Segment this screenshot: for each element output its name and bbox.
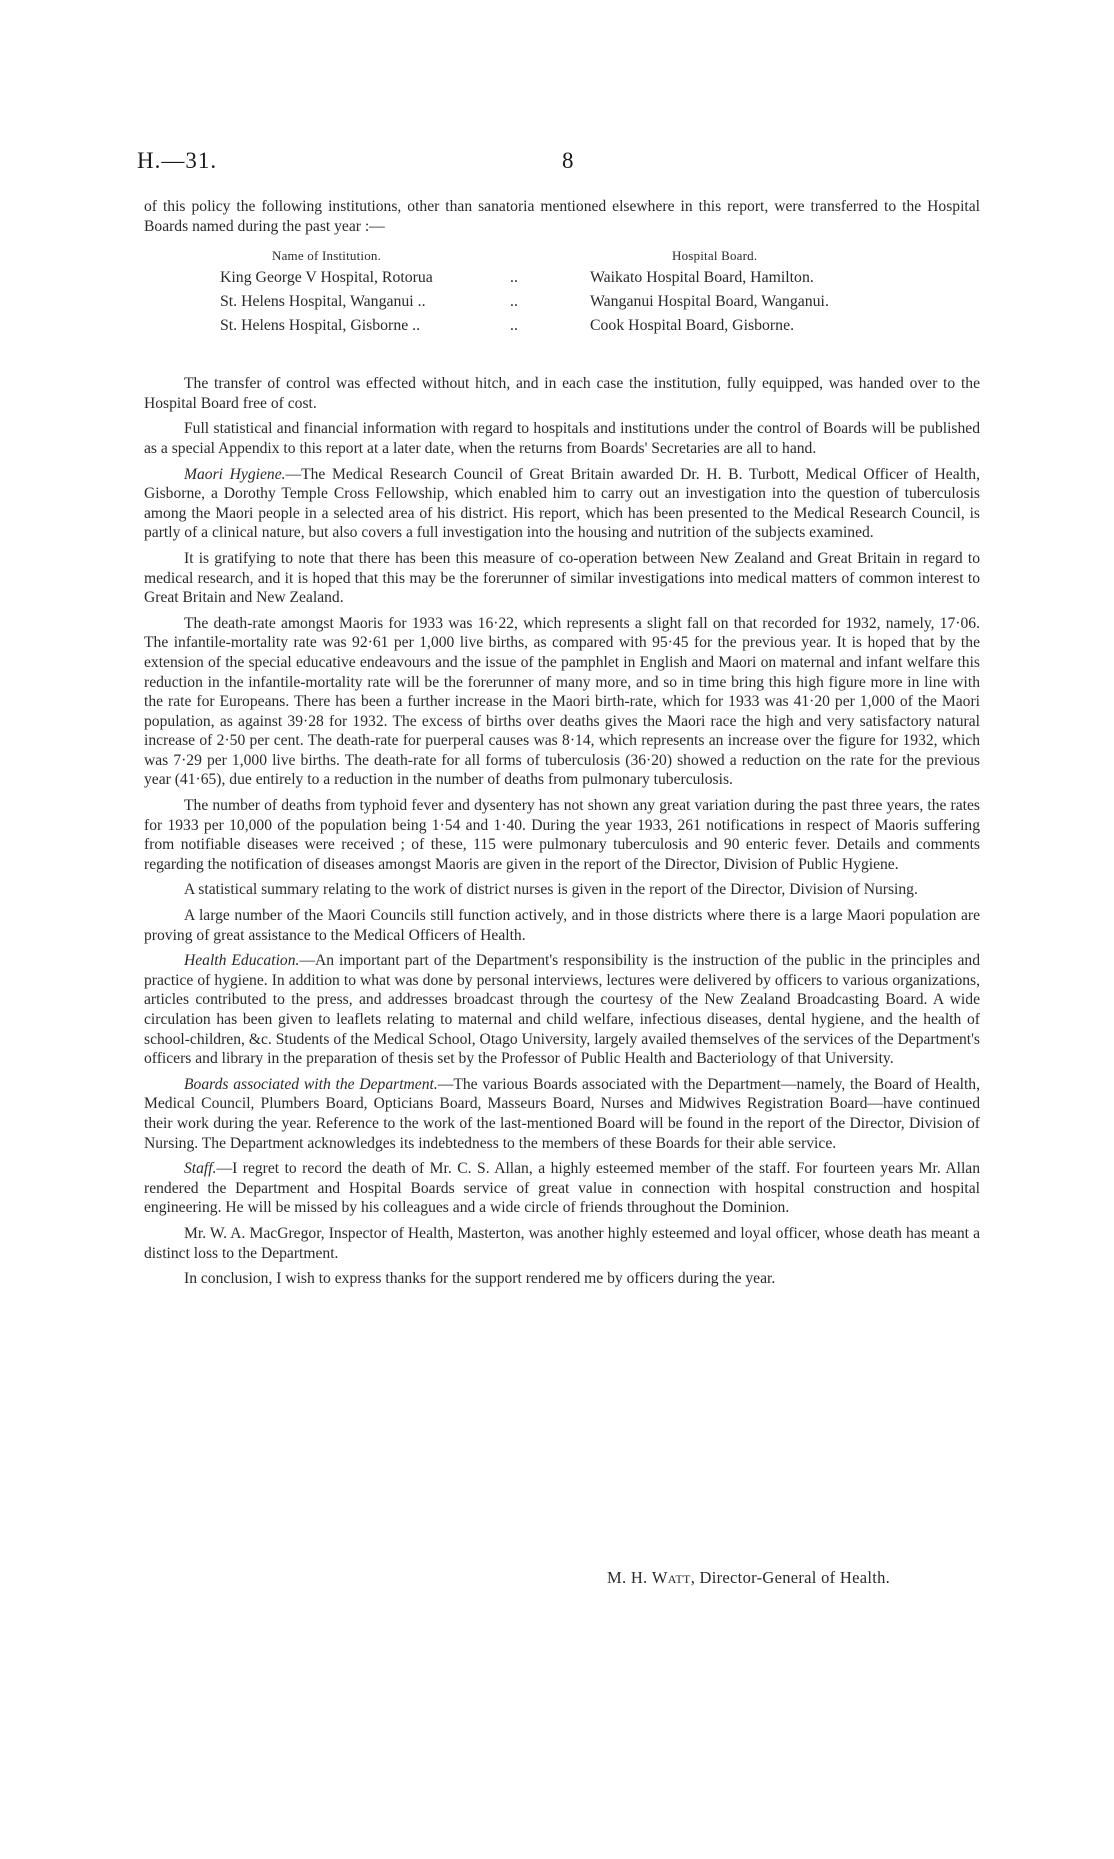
hospital-board: Wanganui Hospital Board, Wanganui. xyxy=(590,293,829,311)
institutions-table xyxy=(144,246,980,356)
paragraph-typhoid: The number of deaths from typhoid fever and dysentery has not shown any great variation during the past three years, the rates for 1933 per 10,000 of the population being 1·54 and 1·40. During the year 1933, 261 notifications in respect of Maoris suffering from notifiable diseases were received ; of these, 115 were pulmonary tuberculosis and 90 enteric fever. Details and comments regarding the notification of diseases amongst Maoris are given in the report of the Director, Division of Public Hygiene. xyxy=(144,797,980,873)
signature-initials: M. H. xyxy=(607,1568,648,1587)
leader-dots: .. xyxy=(510,269,518,287)
signature-line xyxy=(607,1568,890,1588)
paragraph-maori-councils: A large number of the Maori Councils still function actively, and in those districts where there is a large Maori population are proving of great assistance to the Medical Officers of Health. xyxy=(144,907,980,944)
paragraph-conclusion: In conclusion, I wish to express thanks for the support rendered me by officers during the year. xyxy=(184,1270,776,1288)
paragraph-statistics: Full statistical and financial information with regard to hospitals and institutions under the control of Boards will be published as a special Appendix to this report at a later date, when the returns from Boards' Secretaries are all to hand. xyxy=(144,420,980,457)
document-reference: H.—31. xyxy=(137,148,218,173)
paragraph-maori-hygiene xyxy=(144,465,980,543)
section-lead-health-education: Health Education. xyxy=(184,952,300,970)
institution-name: St. Helens Hospital, Gisborne .. xyxy=(220,317,421,335)
paragraph-body: —I regret to record the death of Mr. C. S. Allan, a highly esteemed member of the staff. For fourteen years Mr. Allan rendered the Department and Hospital Boards service of great value in connection with hospital construction and hospital engineering. He will be missed by his colleagues and a wide circle of friends throughout the Dominion. xyxy=(144,1160,980,1217)
paragraph-body: —The Medical Research Council of Great Britain awarded Dr. H. B. Turbott, Medical Officer of Health, Gisborne, a Dorothy Temple Cross Fellowship, which enabled him to carry out an investigation into the question of tuberculosis among the Maori people in a selected area of his district. His report, which has been presented to the Medical Research Council, is partly of a clinical nature, but also covers a full investigation into the housing and nutrition of the subjects examined. xyxy=(144,465,980,542)
paragraph-macgregor: Mr. W. A. MacGregor, Inspector of Health, Masterton, was another highly esteemed and loyal officer, whose death has meant a distinct loss to the Department. xyxy=(144,1224,980,1262)
hospital-board: Waikato Hospital Board, Hamilton. xyxy=(590,269,814,287)
paragraph-death-rate: The death-rate amongst Maoris for 1933 was 16·22, which represents a slight fall on that recorded for 1932, namely, 17·06. The infantile-mortality rate was 92·61 per 1,000 live births, as compared with 95·45 for the previous year. It is hoped that by the extension of the special educative endeavours and the issue of the pamphlet in English and Maori on maternal and infant welfare this reduction in the infantile-mortality rate will be the forerunner of many more, and so in time bring this high figure more in line with the rate for Europeans. There has been a further increase in the Maori birth-rate, which for 1933 was 41·20 per 1,000 of the Maori population, as against 39·28 for 1932. The excess of births over deaths gives the Maori race the high and very satisfactory natural increase of 2·50 per cent. The death-rate for puerperal causes was 8·14, which represents an increase over the figure for 1932, which was 7·29 per 1,000 live births. The death-rate for all forms of tuberculosis (36·20) showed a reduction on the rate for the previous year (41·65), due entirely to a reduction in the number of deaths from pulmonary tuberculosis. xyxy=(144,614,980,789)
section-lead-maori-hygiene: Maori Hygiene. xyxy=(184,465,286,483)
paragraph-cooperation: It is gratifying to note that there has been this measure of co-operation between New Zealand and Great Britain in regard to medical research, and it is hoped that this may be the forerunner of similar investigations into medical matters of common interest to Great Britain and New Zealand. xyxy=(144,549,980,607)
table-header-institution: Name of Institution. xyxy=(272,248,382,264)
table-row xyxy=(220,316,980,337)
section-lead-staff: Staff. xyxy=(184,1160,217,1178)
paragraph-transfer: The transfer of control was effected without hitch, and in each case the institution, fully equipped, was handed over to the Hospital Board free of cost. xyxy=(144,375,980,412)
table-row xyxy=(220,268,980,289)
paragraph-health-education xyxy=(144,951,980,1069)
paragraph-body: —The various Boards associated with the Department—namely, the Board of Health, Medical Council, Plumbers Board, Opticians Board, Masseurs Board, Nurses and Midwives Registration Board—have continued their work during the year. Reference to the work of the last-mentioned Board will be found in the report of the Director, Division of Nursing. The Department acknowledges its indebtedness to the members of these Boards for their able service. xyxy=(144,1075,981,1152)
institution-name: King George V Hospital, Rotorua xyxy=(220,269,433,287)
paragraph-district-nurses: A statistical summary relating to the work of district nurses is given in the report of the Director, Division of Nursing. xyxy=(184,881,918,899)
body-text xyxy=(144,197,980,1295)
institution-name: St. Helens Hospital, Wanganui .. xyxy=(220,293,426,311)
signature-title: , Director-General of Health. xyxy=(690,1568,891,1587)
table-header-board: Hospital Board. xyxy=(672,248,758,264)
leader-dots: .. xyxy=(510,293,518,311)
paragraph-staff xyxy=(144,1159,980,1218)
signature-surname: Watt xyxy=(651,1568,691,1587)
page-number: 8 xyxy=(562,148,574,173)
hospital-board: Cook Hospital Board, Gisborne. xyxy=(590,317,795,335)
paragraph-body: —An important part of the Department's responsibility is the instruction of the public in the principles and practice of hygiene. In addition to what was done by personal interviews, lectures were delivered by officers to various organizations, articles contributed to the press, and addresses broadcast through the courtesy of the New Zealand Broadcasting Board. A wide circulation has been given to leaflets relating to maternal and child welfare, infectious diseases, dental hygiene, and the health of school-children, &c. Students of the Medical School, Otago University, largely availed themselves of the services of the Department's officers and library in the preparation of thesis set by the Professor of Public Health and Bacteriology of that University. xyxy=(144,952,980,1068)
intro-paragraph: of this policy the following institutions, other than sanatoria mentioned elsewhere in this report, were transferred to the Hospital Boards named during the past year :— xyxy=(144,198,980,235)
leader-dots: .. xyxy=(510,317,518,335)
section-lead-boards: Boards associated with the Department. xyxy=(184,1075,438,1093)
paragraph-boards xyxy=(144,1075,980,1153)
table-row xyxy=(220,292,980,313)
